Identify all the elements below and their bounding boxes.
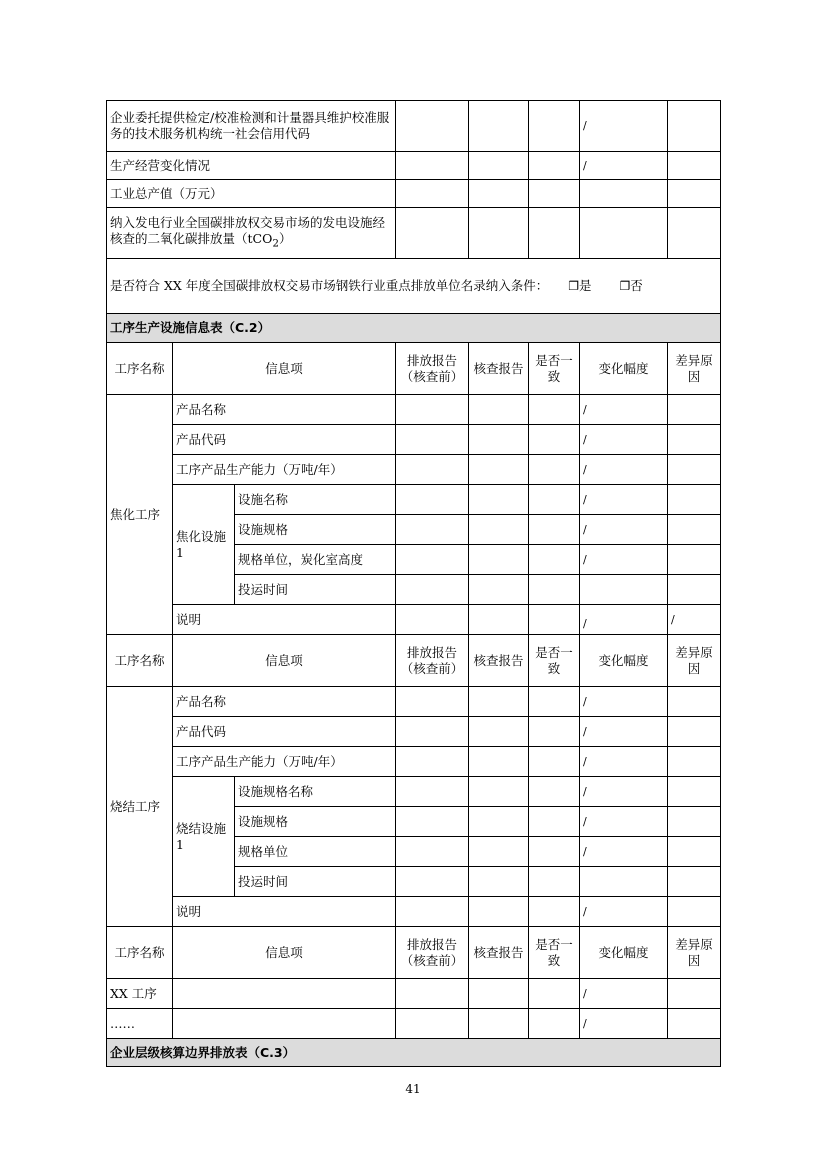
header-consistent: 是否一致 [529,635,580,687]
header-change: 变化幅度 [580,635,668,687]
eligibility-row [107,259,721,314]
column-header-row [107,927,721,979]
header-report: 排放报告（核查前） [396,343,469,395]
header-verify: 核查报告 [469,343,529,395]
process-name-other: XX 工序 [107,979,173,1009]
column-header-row [107,343,721,395]
info-item: 产品名称 [173,395,396,425]
info-item: 产品代码 [173,425,396,455]
note-label: 说明 [173,897,396,927]
table-row: 规格单位，炭化室高度 / [107,545,721,575]
header-reason: 差异原因 [668,635,721,687]
page-number: 41 [405,1082,421,1096]
header-consistent: 是否一致 [529,927,580,979]
yes-checkbox[interactable]: ❐ [568,279,579,293]
table-row: 规格单位 / [107,837,721,867]
facility-item: 设施规格名称 [235,777,396,807]
header-info-item: 信息项 [173,927,396,979]
table-row: XX 工序 / [107,979,721,1009]
row-label: 生产经营变化情况 [107,152,396,180]
column-header-row [107,635,721,687]
eligibility-text: 是否符合 XX 年度全国碳排放权交易市场钢铁行业重点排放单位名录纳入条件： [110,278,549,293]
facility-item: 投运时间 [235,575,396,605]
ellipsis: …… [107,1009,173,1039]
info-item: 产品代码 [173,717,396,747]
header-verify: 核查报告 [469,927,529,979]
section-header [107,314,721,343]
table-row: 说明 / [107,897,721,927]
row-label: 企业委托提供检定/校准检测和计量器具维护校准服务的技术服务机构统一社会信用代码 [107,101,396,152]
info-item: 工序产品生产能力（万吨/年） [173,747,396,777]
table-row: 焦化设施 1 设施名称 / [107,485,721,515]
table-row: 设施规格 / [107,515,721,545]
header-info-item: 信息项 [173,635,396,687]
header-change: 变化幅度 [580,927,668,979]
yes-label: 是 [578,278,592,293]
header-change: 变化幅度 [580,343,668,395]
table-row [107,208,721,259]
info-item: 工序产品生产能力（万吨/年） [173,455,396,485]
table-row: 烧结工序 产品名称 / [107,687,721,717]
no-label: 否 [630,278,643,293]
header-verify: 核查报告 [469,635,529,687]
process-name-coking: 焦化工序 [107,395,173,635]
facility-name-sintering: 烧结设施 1 [173,777,235,897]
table-row [107,101,721,152]
facility-item: 规格单位 [235,837,396,867]
table-row: 工序产品生产能力（万吨/年） / [107,747,721,777]
table-row [107,180,721,208]
section-header [107,1039,721,1067]
table-row: 产品代码 / [107,717,721,747]
header-info-item: 信息项 [173,343,396,395]
header-report: 排放报告（核查前） [396,635,469,687]
table-row: 产品代码 / [107,425,721,455]
header-process-name: 工序名称 [107,343,173,395]
no-checkbox[interactable]: ❐ [619,279,631,293]
table-row: 工序产品生产能力（万吨/年） / [107,455,721,485]
facility-item: 设施名称 [235,485,396,515]
section-title-c2: 工序生产设施信息表（C.2） [107,314,721,343]
header-consistent: 是否一致 [529,343,580,395]
change-cell: / [580,152,668,180]
row-label: 纳入发电行业全国碳排放权交易市场的发电设施经核查的二氧化碳排放量（tCO$_2$） [107,208,396,259]
facility-item: 设施规格 [235,515,396,545]
table-row: 说明 / / [107,605,721,635]
header-process-name: 工序名称 [107,927,173,979]
header-reason: 差异原因 [668,343,721,395]
process-name-sintering: 烧结工序 [107,687,173,927]
verification-table [106,100,721,1067]
change-cell: / [580,101,668,152]
row-label: 工业总产值（万元） [107,180,396,208]
facility-name-coking: 焦化设施 1 [173,485,235,605]
table-row: 烧结设施 1 设施规格名称 / [107,777,721,807]
note-label: 说明 [173,605,396,635]
header-process-name: 工序名称 [107,635,173,687]
table-row: …… / [107,1009,721,1039]
facility-item: 投运时间 [235,867,396,897]
table-row [107,152,721,180]
header-report: 排放报告（核查前） [396,927,469,979]
table-row: 焦化工序 产品名称 / [107,395,721,425]
facility-item: 规格单位，炭化室高度 [235,545,396,575]
info-item: 产品名称 [173,687,396,717]
facility-item: 设施规格 [235,807,396,837]
section-title-c3: 企业层级核算边界排放表（C.3） [107,1039,721,1067]
table-row: 设施规格 / [107,807,721,837]
header-reason: 差异原因 [668,927,721,979]
